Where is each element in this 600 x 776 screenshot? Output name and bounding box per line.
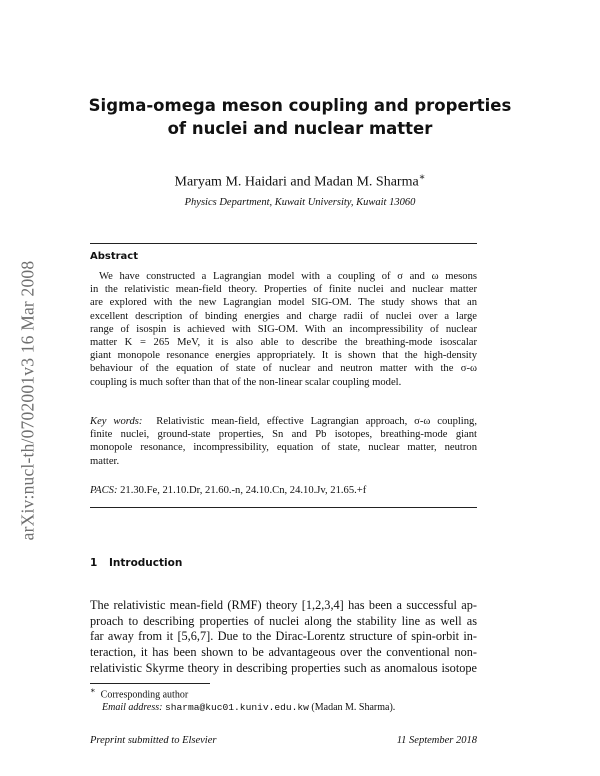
keywords-line: Relativistic mean-field, effective Lagrangian approach, σ-ω coupling, <box>156 416 477 427</box>
abstract-top-rule <box>90 243 477 244</box>
abstract-line: coupling is much softer than that of the non-linear scalar coupling model. <box>90 376 402 388</box>
abstract-line: behaviour of the equation of state of nuclear and neutron matter with the σ-ω <box>90 363 477 375</box>
footnote <box>90 685 395 714</box>
section-title: Introduction <box>109 557 183 569</box>
body-line: far away from it [5,6,7]. Due to the Dirac-Lorentz structure of spin-orbit in- <box>90 629 477 644</box>
abstract-line: range of isospin is achieved with SIG-OM. With an incompressibility of nuclear <box>90 323 477 335</box>
author-names: Maryam M. Haidari and Madan M. Sharma <box>174 174 419 190</box>
abstract-bottom-rule <box>90 507 477 508</box>
keywords-line: finite nuclei, ground-state properties, Sn and Pb isotopes, breathing-mode giant <box>90 429 477 441</box>
affiliation: Physics Department, Kuwait University, Kuwait 13060 <box>184 197 416 208</box>
abstract-line: are explored with the new Lagrangian model SIG-OM. The study shows that an <box>90 297 477 309</box>
section-number: 1 <box>90 557 98 569</box>
abstract-text <box>90 270 477 389</box>
title-line-1: Sigma-omega meson coupling and properties <box>88 96 512 115</box>
body-line: The relativistic mean-field (RMF) theory [1,2,3,4] has been a successful ap- <box>90 598 477 612</box>
body-line: proach to describing properties of nuclei along the stability line as well as <box>90 613 477 628</box>
abstract-line: We have constructed a Lagrangian model with a coupling of σ and ω mesons <box>99 271 477 282</box>
keywords-line: matter. <box>90 455 120 467</box>
arxiv-stamp: arXiv:nucl-th/0702001v3 16 Mar 2008 <box>17 260 38 541</box>
pacs-label: PACS: <box>90 485 118 496</box>
keywords <box>90 415 477 468</box>
section-heading <box>90 557 182 569</box>
keywords-label: Key words: <box>90 416 143 427</box>
footnote-rule <box>90 683 210 684</box>
keywords-line: monopole resonance, incompressibility, equation of state, nuclear matter, neutron <box>90 442 477 454</box>
body-line: teraction, it has been shown to be advantageous over the conventional non- <box>90 645 477 660</box>
footer-left: Preprint submitted to Elsevier <box>90 735 217 746</box>
abstract-line: in the relativistic mean-field theory. Properties of finite nuclei and nuclear matter <box>90 284 477 296</box>
body-line: relativistic Skyrme theory in describing properties such as anomalous isotope <box>90 660 477 675</box>
pacs-codes: 21.30.Fe, 21.10.Dr, 21.60.-n, 24.10.Cn, 24.10.Jv, 21.65.+f <box>120 485 367 496</box>
abstract-line: giant monopole resonance energies appropriately. It is shown that the high-density <box>90 350 477 362</box>
abstract-line: excellent description of binding energies and charge radii of nuclei over a large <box>90 310 477 322</box>
abstract-line: matter K = 265 MeV, it is also able to describe the breathing-mode isoscalar <box>90 337 477 349</box>
author-footnote-mark: ∗ <box>418 172 426 183</box>
footer-right: 11 September 2018 <box>396 735 477 746</box>
email-label: Email address: <box>102 701 163 713</box>
footnote-line-1: Corresponding author <box>100 689 189 701</box>
footnote-mark: ∗ <box>90 686 96 695</box>
authors <box>80 172 520 191</box>
body-text <box>90 598 477 677</box>
email-address[interactable]: sharma@kuc01.kuniv.edu.kw <box>164 701 309 713</box>
abstract-heading: Abstract <box>90 251 139 262</box>
paper-title <box>60 94 540 140</box>
title-line-2: of nuclei and nuclear matter <box>167 119 433 138</box>
pacs <box>90 484 477 497</box>
email-owner: (Madan M. Sharma). <box>311 701 396 713</box>
